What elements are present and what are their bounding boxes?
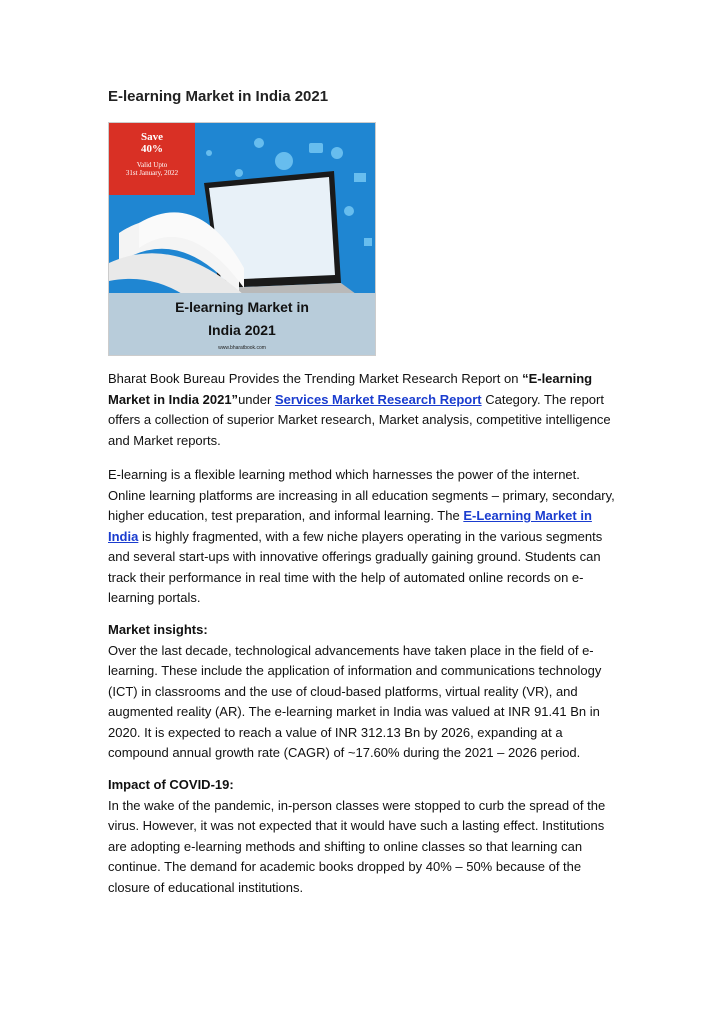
banner-title-line2: India 2021 <box>208 322 276 338</box>
cover-banner <box>109 293 375 355</box>
badge-date: 31st January, 2022 <box>125 169 179 177</box>
covid-impact-section <box>108 775 618 898</box>
market-insights-section <box>108 620 618 764</box>
banner-title-line1: E-learning Market in <box>175 299 309 315</box>
badge-percent: 40% <box>141 143 163 155</box>
services-report-link[interactable]: Services Market Research Report <box>274 391 482 407</box>
lightbulb-icon <box>331 147 343 159</box>
intro-rest: Category. The report offers a collection of superior Market research, Market analysis, competitive intelligence and Market reports. <box>108 391 611 448</box>
banner-url: www.bharatbook.com <box>218 345 266 351</box>
laptop-icon <box>354 173 366 182</box>
badge-save: Save <box>141 131 163 143</box>
elearning-india-link[interactable]: E-Learning Market in India <box>108 508 592 544</box>
overview-paragraph <box>108 465 618 609</box>
intro-under: under <box>238 391 275 407</box>
overview-rest: is highly fragmented, with a few niche players operating in the various segments and several start-ups with innovative offerings gradually gaining ground. Students can track their performance in real time with the help of automated online records on e-learning portals. <box>108 528 603 605</box>
report-cover-image <box>108 122 376 356</box>
covid-impact-body: In the wake of the pandemic, in-person classes were stopped to curb the spread of the virus. However, it was not expected that it would have such a lasting effect. Institutions are adopting e-learning methods and shifting to online classes so that learning can continue. The demand for academic books dropped by 40% – 50% because of the closure of educational institutions. <box>108 797 606 895</box>
cloud-icon <box>309 143 323 153</box>
report-name: “E-learning Market in India 2021” <box>108 371 593 407</box>
overview-text: E-learning is a flexible learning method which harnesses the power of the internet. Online learning platforms are increasing in all education segments – primary, secondary, higher education, test preparation, and informal learning. The <box>108 467 615 523</box>
covid-impact-heading: Impact of COVID-19: <box>108 777 234 792</box>
intro-paragraph <box>108 369 618 451</box>
market-insights-body: Over the last decade, technological advancements have taken place in the field of e-learning. These include the application of information and communications technology (ICT) in classrooms and the use of cloud-based platforms, virtual reality (VR), and augmented reality (AR). The e-learning market in India was valued at INR 91.41 Bn in 2020. It is expected to reach a value of INR 312.13 Bn by 2026, expanding at a compound annual growth rate (CAGR) of ~17.60% during the 2021 – 2026 period. <box>108 642 602 760</box>
intro-text: Bharat Book Bureau Provides the Trending Market Research Report on <box>108 371 523 386</box>
market-insights-heading: Market insights: <box>108 622 208 637</box>
dollar-icon <box>275 152 293 170</box>
page-title: E-learning Market in India 2021 <box>108 88 329 105</box>
gear-icon <box>254 138 264 148</box>
badge-valid: Valid Upto <box>136 161 168 169</box>
discount-badge <box>109 123 195 195</box>
